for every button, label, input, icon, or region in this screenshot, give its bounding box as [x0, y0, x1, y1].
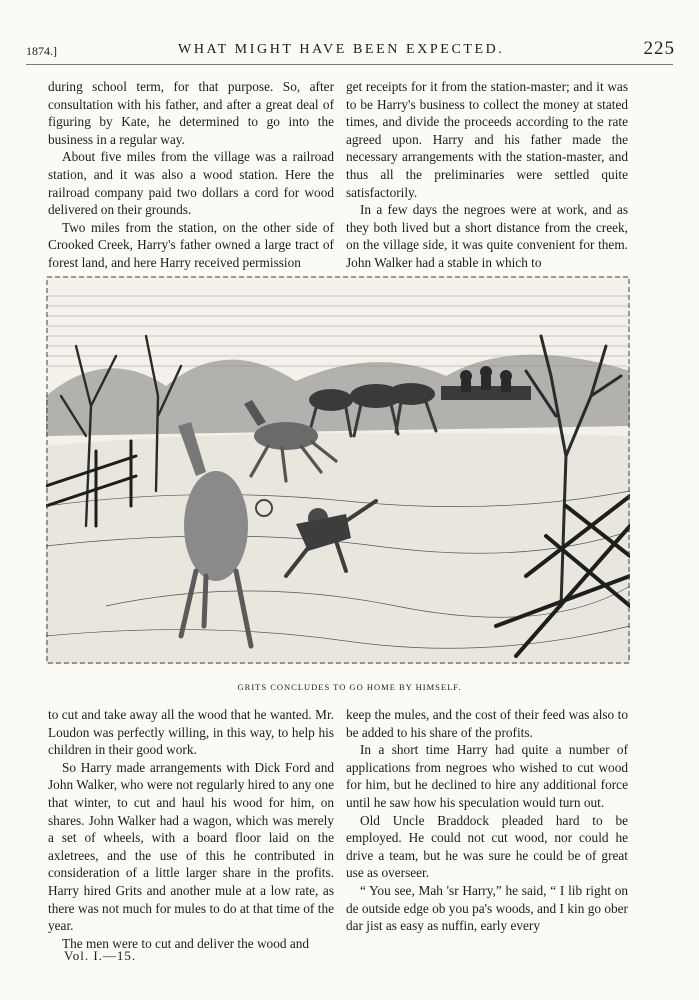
paragraph: to cut and take away all the wood that he wanted. Mr. Loudon was perfectly willing, in this way, to help his children in their good work.	[48, 707, 334, 758]
paragraph: In a few days the negroes were at work, and as they both lived but a short distance from the creek, on the village side, it was quite convenient for them. John Walker had a stable in which to	[346, 202, 628, 270]
paragraph: during school term, for that purpose. So, after consultation with his father, and after a great deal of figuring by Kate, he determined to go into the business in a regular way.	[48, 79, 334, 147]
running-header	[26, 38, 675, 64]
header-title: WHAT MIGHT HAVE BEEN EXPECTED.	[178, 42, 505, 57]
paragraph: “ You see, Mah 'sr Harry,” he said, “ I lib right on de outside edge ob you pa's woods, and I kin go ober dar jist as easy as nuffin, early every	[346, 882, 628, 934]
paragraph: In a short time Harry had quite a number of applications from negroes who wished to cut wood for him, but he declined to hire any additional force until he saw how his speculation would turn out.	[346, 742, 628, 810]
paragraph: keep the mules, and the cost of their feed was also to be added to his share of the profits.	[346, 707, 628, 740]
volume-text: Vol. I.—15.	[64, 948, 137, 963]
column-top-right	[346, 78, 628, 272]
column-top-left	[48, 78, 334, 272]
paragraph: The men were to cut and deliver the wood and	[62, 935, 310, 951]
paragraph: About five miles from the village was a railroad station, and it was also a wood station. Here the railroad company paid two dollars a cord for wood delivered on their grounds.	[48, 149, 334, 218]
paragraph: Two miles from the station, on the other side of Crooked Creek, Harry's father owned a large tract of forest land, and here Harry received permission	[48, 219, 334, 270]
volume-signature	[64, 948, 136, 964]
header-year: 1874.]	[26, 44, 57, 58]
caption-text: GRITS CONCLUDES TO GO HOME BY HIMSELF.	[237, 682, 462, 692]
page-number: 225	[643, 38, 675, 59]
illustration	[46, 276, 630, 664]
paragraph: So Harry made arrangements with Dick Ford and John Walker, who were not regularly hired to any one that winter, to cut and haul his wood for him, on shares. John Walker had a wagon, which was merely a set of wheels, with a board floor laid on the axletrees, and the use of this he contributed in consideration of a little larger share in the profits. Harry hired Grits and another mule at a low rate, as there was not much for mules to do at that time of the year.	[48, 759, 334, 934]
column-bottom-left	[48, 706, 334, 952]
engraving-image	[46, 276, 630, 664]
header-rule	[26, 64, 673, 65]
paragraph: Old Uncle Braddock pleaded hard to be employed. He could not cut wood, nor could he drive a team, but he was sure he could be of great use as overseer.	[346, 812, 628, 881]
column-bottom-right	[346, 706, 628, 935]
paragraph: get receipts for it from the station-master; and it was to be Harry's business to collect the money at stated times, and divide the proceeds according to the rate agreed upon. Harry and his father made the necessary arrangements with the station-master, and thus all the preliminaries were settled quite satisfactorily.	[346, 79, 628, 200]
illustration-caption	[0, 682, 699, 692]
